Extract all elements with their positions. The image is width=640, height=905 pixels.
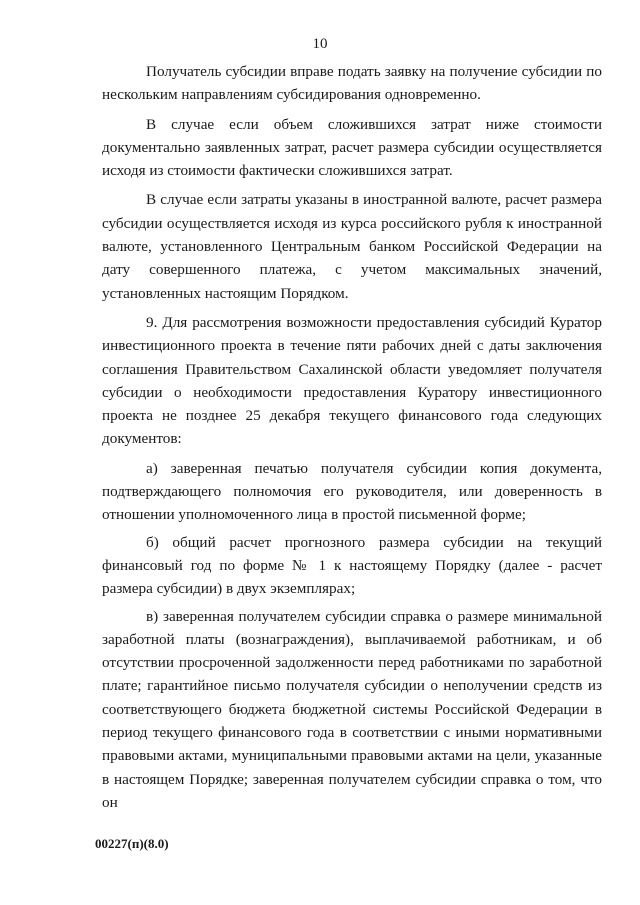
document-code: 00227(п)(8.0) — [95, 836, 169, 851]
list-item-v: в) заверенная получателем субсидии справка о размере минимальной заработной платы (вознаграждения), выплачиваемой работникам, и об отсутствии просроченной задолженности перед работниками по заработной плате; гарантийное письмо получателя субсидии о неполучении средств из соответствующего бюджета бюджетной системы Российской Федерации в период текущего финансового года в соответствии с иными нормативными правовыми актами, муниципальными правовыми актами на цели, указанные в настоящем Порядке; заверенная получателем субсидии справка о том, что он — [102, 607, 602, 811]
paragraph-foreign-currency: В случае если затраты указаны в иностранной валюте, расчет размера субсидии осуществляется исходя из курса российского рубля к иностранной валюте, установленного Центральным банком Российской Федерации на дату совершенного платежа, с учетом максимальных значений, установленных настоящим Порядком. — [102, 191, 602, 302]
paragraph-section-9: 9. Для рассмотрения возможности предоставления субсидий Куратор инвестиционного проекта в течение пяти рабочих дней с даты заключения соглашения Правительством Сахалинской области уведомляет получателя субсидии о необходимости предоставления Куратору инвестиционного проекта не позднее 25 декабря текущего финансового года следующих документов: — [102, 313, 602, 448]
list-item-a: а) заверенная печатью получателя субсидии копия документа, подтверждающего полномочия его руководителя, или доверенность в отношении уполномоченного лица в простой письменной форме; — [102, 459, 602, 524]
page-number: 10 — [312, 36, 328, 52]
document-body — [102, 60, 602, 814]
paragraph-application-directions: Получатель субсидии вправе подать заявку на получение субсидии по нескольким направлениям субсидирования одновременно. — [102, 63, 602, 104]
list-item-b: б) общий расчет прогнозного размера субсидии на текущий финансовый год по форме № 1 к настоящему Порядку (далее - расчет размера субсидии) в двух экземплярах; — [102, 533, 602, 598]
paragraph-actual-costs: В случае если объем сложившихся затрат ниже стоимости документально заявленных затрат, расчет размера субсидии осуществляется исходя из стоимости фактически сложившихся затрат. — [102, 115, 602, 180]
